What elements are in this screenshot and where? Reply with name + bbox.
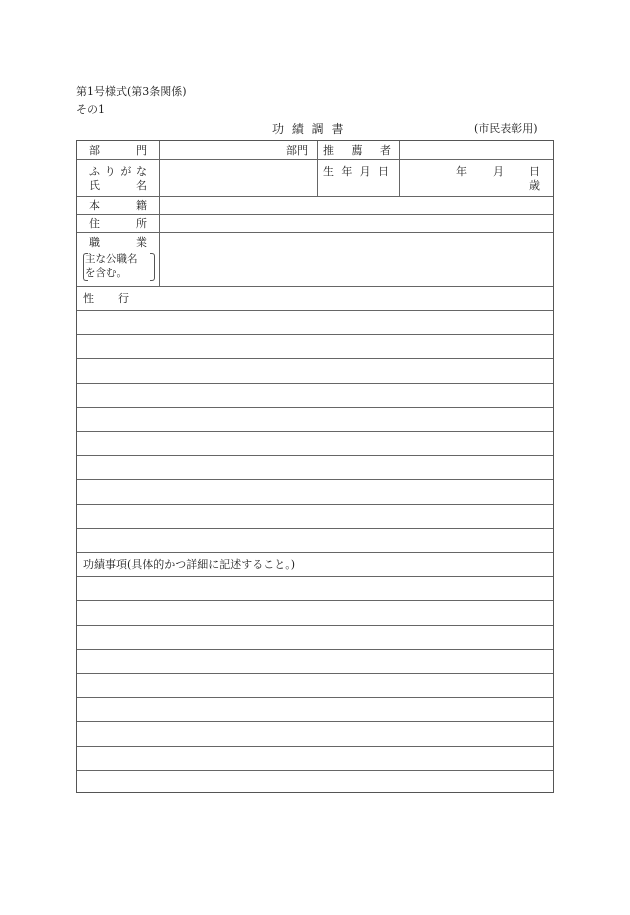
right-bracket (150, 253, 155, 281)
address-value[interactable] (160, 215, 554, 232)
name-value[interactable] (160, 160, 317, 196)
birthdate-label: 生 年 月 日 (323, 165, 389, 178)
department-suffix: 部門 (286, 144, 308, 157)
occupation-note-line1: 主な公職名 (85, 253, 138, 265)
occupation-note-line2: を含む。 (85, 267, 127, 279)
furigana-label: ふ り が な (89, 165, 147, 178)
occupation-label: 職 業 (89, 236, 147, 249)
occupation-value[interactable] (160, 233, 554, 286)
recommender-label: 推 薦 者 (323, 144, 391, 157)
occupation-cell (77, 233, 159, 286)
department-label: 部 門 (89, 144, 147, 157)
birth-day-unit: 日 (529, 165, 540, 178)
honseki-value[interactable] (160, 197, 554, 214)
birth-month-unit: 月 (493, 165, 504, 178)
award-type: (市民表彰用) (474, 122, 538, 135)
name-label: 氏 名 (89, 179, 147, 192)
recommender-value[interactable] (400, 141, 554, 159)
character-label: 性 行 (83, 292, 129, 305)
occupation-note (83, 252, 155, 282)
form-sub-number: その1 (76, 103, 105, 116)
honseki-label: 本 籍 (89, 199, 147, 212)
document-title: 功 績 調 書 (272, 122, 346, 136)
birth-year-unit: 年 (456, 165, 467, 178)
address-label: 住 所 (89, 217, 147, 230)
form-number: 第1号様式(第3条関係) (76, 85, 187, 98)
achievement-form (76, 140, 554, 793)
age-unit: 歳 (529, 179, 540, 192)
achievements-label: 功績事項(具体的かつ詳細に記述すること。) (83, 558, 296, 571)
